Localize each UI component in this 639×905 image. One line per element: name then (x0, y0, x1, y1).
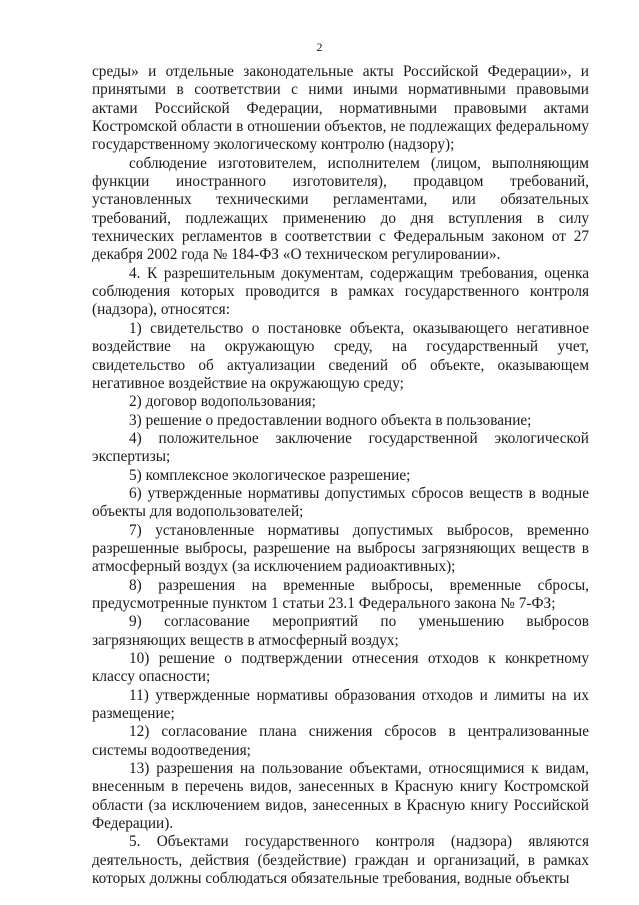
list-item-4: 4) положительное заключение государственной экологической экспертизы; (92, 429, 589, 466)
page-number: 2 (316, 40, 323, 54)
paragraph-section-5: 5. Объектами государственного контроля (надзора) являются деятельность, действия (бездействие) граждан и организаций, в рамках которых должны соблюдаться обязательные требования, водные объекты (92, 833, 589, 888)
list-item-3: 3) решение о предоставлении водного объекта в пользование; (129, 411, 532, 429)
list-item-7: 7) установленные нормативы допустимых выбросов, временно разрешенные выбросы, разрешение на выбросы загрязняющих веществ в атмосферный воздух (за исключением радиоактивных); (92, 521, 589, 576)
list-item-6: 6) утвержденные нормативы допустимых сбросов веществ в водные объекты для водопользователей; (92, 484, 589, 521)
list-item-8: 8) разрешения на временные выбросы, временные сбросы, предусмотренные пунктом 1 статьи 23.1 Федерального закона № 7-ФЗ; (92, 576, 589, 612)
paragraph-section-4: 4. К разрешительным документам, содержащим требования, оценка соблюдения которых проводится в рамках государственного контроля (надзора), относятся: (92, 264, 589, 319)
document-body (92, 63, 589, 888)
list-item-10: 10) решение о подтверждении отнесения отходов к конкретному классу опасности; (92, 650, 589, 686)
list-item-5: 5) комплексное экологическое разрешение; (129, 466, 411, 484)
list-item-13: 13) разрешения на пользование объектами, относящимися к видам, внесенным в перечень видов, занесенных в Красную книгу Костромской области (за исключением видов, занесенных в Красную книгу Российской Федерации). (92, 760, 589, 833)
list-item-11: 11) утвержденные нормативы образования отходов и лимиты на их размещение; (92, 686, 589, 723)
list-item-12: 12) согласование плана снижения сбросов в централизованные системы водоотведения; (92, 723, 589, 759)
paragraph-continuation: среды» и отдельные законодательные акты Российской Федерации», и принятыми в соответствии с ними иными нормативными правовыми актами Российской Федерации, нормативными правовыми актами Костромской области в отношении объектов, не подлежащих федеральному государственному экологическому контролю (надзору); (92, 63, 589, 154)
list-item-9: 9) согласование мероприятий по уменьшению выбросов загрязняющих веществ в атмосферный воздух; (92, 613, 589, 649)
list-item-1: 1) свидетельство о постановке объекта, оказывающего негативное воздействие на окружающую среду, на государственный учет, свидетельство об актуализации сведений об объекте, оказывающем негативное воздействие на окружающую среду; (92, 319, 589, 392)
list-item-2: 2) договор водопользования; (129, 393, 316, 411)
paragraph-compliance: соблюдение изготовителем, исполнителем (лицом, выполняющим функции иностранного изготовителя), продавцом требований, установленных техническими регламентами, или обязательных требований, подлежащих применению до дня вступления в силу технических регламентов в соответствии с Федеральным законом от 27 декабря 2002 года № 184-ФЗ «О техническом регулировании». (92, 154, 589, 264)
